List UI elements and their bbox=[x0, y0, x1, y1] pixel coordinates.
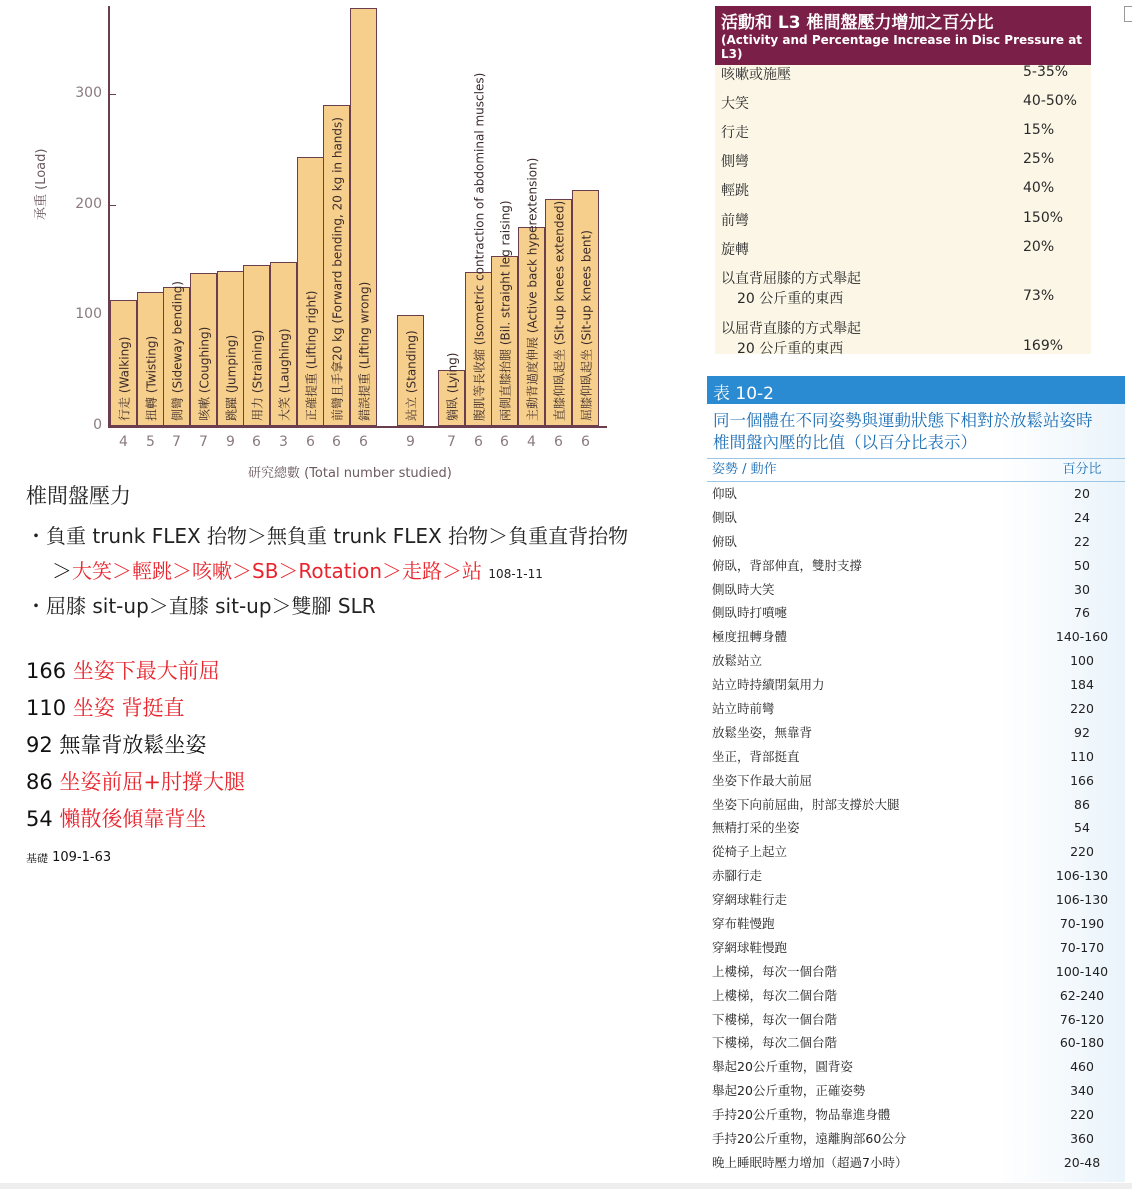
activity-name: 咳嗽或施壓 bbox=[721, 67, 791, 83]
chart-bar bbox=[163, 280, 190, 426]
note-bullet-1: ・負重 trunk FLEX 抬物＞無負重 trunk FLEX 抬物＞負重直背抬物 bbox=[26, 524, 629, 548]
table1-title-zh: 活動和 L3 椎間盤壓力增加之百分比 bbox=[721, 13, 994, 33]
table2-row bbox=[707, 1103, 1125, 1127]
posture-name: 從椅子上起立 bbox=[712, 844, 788, 860]
bar-label: 腹肌等長收縮 (Isometric contraction of abdominal muscles) bbox=[472, 72, 486, 421]
chart-bar bbox=[545, 199, 572, 426]
table2-row bbox=[707, 816, 1125, 840]
posture-text: 坐姿前屈+肘撐大腿 bbox=[59, 770, 246, 794]
percent-value: 92 bbox=[1074, 724, 1090, 740]
bar-label: 主動背過度伸展 (Active back hyperextension) bbox=[525, 157, 539, 421]
posture-name: 手持20公斤重物，遠離胸部60公分 bbox=[712, 1131, 907, 1147]
pressure-value: 92 bbox=[26, 733, 53, 757]
posture-name: 放鬆站立 bbox=[712, 653, 763, 669]
chart-bar bbox=[297, 157, 324, 426]
chart-bar bbox=[397, 315, 424, 426]
table2-row bbox=[707, 601, 1125, 625]
activity-name: 以屈背直膝的方式舉起 bbox=[721, 321, 861, 337]
table2-row bbox=[707, 578, 1125, 602]
footer-label: 基礎 bbox=[26, 852, 48, 865]
bottom-strip bbox=[0, 1183, 1132, 1189]
pressure-value-list bbox=[26, 655, 716, 840]
percent-value: 24 bbox=[1074, 509, 1090, 525]
posture-name: 晚上睡眠時壓力增加（超過7小時） bbox=[712, 1154, 908, 1170]
posture-text: 坐姿 背挺直 bbox=[72, 696, 185, 720]
table2-row bbox=[707, 936, 1125, 960]
col-percent: 百分比 bbox=[1062, 462, 1102, 477]
n-studied-label: 6 bbox=[332, 434, 341, 450]
bar-label: 用力 (Straining) bbox=[250, 329, 264, 421]
percent-value: 460 bbox=[1070, 1059, 1094, 1075]
posture-name: 站立時持續閉氣用力 bbox=[712, 677, 825, 693]
posture-name: 仰臥 bbox=[712, 486, 738, 501]
table1-row bbox=[721, 210, 1085, 230]
bar-label: 屈膝仰臥起坐 (Sit-up knees bent) bbox=[579, 230, 593, 421]
posture-name: 手持20公斤重物，物品靠進身體 bbox=[712, 1107, 891, 1123]
posture-text: 坐姿下最大前屈 bbox=[72, 659, 220, 683]
posture-name: 上樓梯，每次一個台階 bbox=[712, 963, 838, 979]
table2-row bbox=[707, 840, 1125, 864]
chart-bar bbox=[190, 273, 217, 426]
percent-value: 86 bbox=[1074, 796, 1090, 812]
percent-value: 76 bbox=[1074, 605, 1090, 621]
n-studied-label: 4 bbox=[527, 434, 536, 450]
n-studied-label: 9 bbox=[226, 434, 235, 450]
y-tick-label: 300 bbox=[75, 84, 102, 101]
chart-bar bbox=[350, 8, 377, 426]
table1-row bbox=[721, 239, 1085, 259]
posture-name: 俯臥 bbox=[712, 533, 738, 549]
percent-value: 50 bbox=[1074, 557, 1090, 573]
activity-name: 行走 bbox=[721, 125, 749, 141]
note-ref: 108-1-11 bbox=[488, 567, 543, 581]
pressure-increase-value: 169% bbox=[1023, 338, 1064, 354]
pressure-value: 54 bbox=[26, 807, 53, 831]
table2-row bbox=[707, 984, 1125, 1008]
table2-row bbox=[707, 1151, 1125, 1175]
table1-row bbox=[721, 122, 1085, 142]
table2-label: 表 10-2 bbox=[707, 376, 1125, 404]
table1-row bbox=[721, 318, 1085, 358]
y-tick-label: 200 bbox=[75, 195, 102, 212]
posture-name: 上樓梯，每次二個台階 bbox=[712, 987, 838, 1003]
pressure-increase-value: 20% bbox=[1023, 239, 1055, 255]
activity-name: 前彎 bbox=[721, 213, 749, 229]
activity-name-line2: 20 公斤重的東西 bbox=[737, 341, 844, 357]
pressure-list-item bbox=[26, 803, 716, 840]
percent-value: 54 bbox=[1074, 820, 1090, 836]
table1-header bbox=[715, 6, 1091, 65]
table1-row bbox=[721, 64, 1085, 84]
table2-row bbox=[707, 864, 1125, 888]
percent-value: 100-140 bbox=[1055, 963, 1109, 979]
posture-name: 穿布鞋慢跑 bbox=[712, 916, 775, 932]
y-axis-label: 承重 (Load) bbox=[34, 148, 49, 220]
n-studied-label: 6 bbox=[359, 434, 368, 450]
chart-bar bbox=[217, 271, 244, 426]
pressure-increase-value: 73% bbox=[1023, 288, 1055, 304]
posture-name: 側臥 bbox=[712, 509, 738, 525]
bar-label: 側彎 (Sideway bending) bbox=[170, 280, 184, 421]
bar-label: 咳嗽 (Coughing) bbox=[197, 326, 211, 421]
bar-label: 前彎且手拿20 kg (Forward bending, 20 kg in hands) bbox=[330, 117, 344, 421]
percent-value: 62-240 bbox=[1059, 987, 1105, 1003]
table1-title-en: (Activity and Percentage Increase in Disc Pressure at L3) bbox=[721, 33, 1083, 61]
y-tick-label: 100 bbox=[75, 306, 102, 323]
table2-subtitle-line1: 同一個體在不同姿勢與運動狀態下相對於放鬆站姿時 bbox=[713, 411, 1093, 430]
table2-row bbox=[707, 649, 1125, 673]
percent-value: 76-120 bbox=[1059, 1011, 1105, 1027]
table2-row bbox=[707, 769, 1125, 793]
bar-label: 正確提重 (Lifting right) bbox=[304, 290, 318, 421]
n-studied-label: 3 bbox=[279, 434, 288, 450]
notes-heading: 椎間盤壓力 bbox=[26, 484, 131, 508]
percent-value: 166 bbox=[1070, 772, 1094, 788]
pressure-list-item bbox=[26, 729, 716, 766]
posture-name: 赤腳行走 bbox=[712, 868, 763, 884]
percent-value: 70-190 bbox=[1059, 916, 1105, 932]
disc-pressure-ratio-table bbox=[707, 376, 1125, 1182]
chart-bar bbox=[243, 265, 270, 426]
percent-value: 184 bbox=[1070, 677, 1094, 693]
table2-row bbox=[707, 888, 1125, 912]
bar-label: 行走 (Walking) bbox=[117, 336, 131, 421]
table2-row bbox=[707, 554, 1125, 578]
n-studied-label: 7 bbox=[447, 434, 456, 450]
pressure-increase-value: 150% bbox=[1023, 210, 1064, 226]
n-studied-label: 5 bbox=[146, 434, 155, 450]
posture-name: 下樓梯，每次一個台階 bbox=[712, 1011, 838, 1027]
y-tick-mark bbox=[108, 205, 116, 207]
activity-name-line2: 20 公斤重的東西 bbox=[737, 291, 844, 307]
posture-name: 站立時前彎 bbox=[712, 701, 775, 717]
table2-subtitle-line2: 椎間盤內壓的比值（以百分比表示） bbox=[713, 433, 977, 452]
table1-row bbox=[721, 93, 1085, 113]
percent-value: 106-130 bbox=[1055, 868, 1109, 884]
pressure-value: 110 bbox=[26, 696, 67, 720]
n-studied-label: 9 bbox=[406, 434, 415, 450]
pressure-list-item bbox=[26, 766, 716, 803]
posture-text: 懶散後傾靠背坐 bbox=[59, 807, 207, 831]
pressure-increase-value: 5-35% bbox=[1023, 64, 1069, 80]
activity-name: 輕跳 bbox=[721, 183, 749, 199]
n-studied-label: 6 bbox=[474, 434, 483, 450]
percent-value: 220 bbox=[1070, 701, 1094, 717]
percent-value: 106-130 bbox=[1055, 892, 1109, 908]
x-axis-label: 研究總數 (Total number studied) bbox=[248, 466, 452, 481]
chart-bar bbox=[518, 157, 545, 426]
chart-bar bbox=[465, 72, 492, 426]
table2-row bbox=[707, 530, 1125, 554]
posture-name: 放鬆坐姿，無靠背 bbox=[712, 724, 813, 740]
pressure-increase-value: 15% bbox=[1023, 122, 1055, 138]
gt-symbol: ＞ bbox=[52, 559, 72, 583]
chart-bar bbox=[110, 300, 137, 426]
n-studied-label: 6 bbox=[554, 434, 563, 450]
n-studied-label: 4 bbox=[119, 434, 128, 450]
table2-row bbox=[707, 1031, 1125, 1055]
bar-label: 扭轉 (Twisting) bbox=[144, 335, 158, 421]
y-tick-mark bbox=[108, 94, 116, 96]
notes-section bbox=[26, 480, 716, 866]
pressure-increase-value: 25% bbox=[1023, 151, 1055, 167]
percent-value: 100 bbox=[1070, 653, 1094, 669]
pressure-list-item bbox=[26, 655, 716, 692]
table2-column-header bbox=[707, 458, 1125, 482]
posture-name: 無精打采的坐姿 bbox=[712, 820, 800, 836]
table2-row bbox=[707, 1079, 1125, 1103]
pressure-list-item bbox=[26, 692, 716, 729]
table2-row bbox=[707, 673, 1125, 697]
percent-value: 220 bbox=[1070, 1107, 1094, 1123]
note-bullet-1-continued bbox=[26, 555, 716, 584]
footer-ref: 109-1-63 bbox=[52, 850, 112, 865]
percent-value: 220 bbox=[1070, 844, 1094, 860]
table1-row bbox=[721, 151, 1085, 171]
posture-name: 舉起20公斤重物，圓背姿 bbox=[712, 1059, 853, 1075]
posture-name: 穿網球鞋行走 bbox=[712, 892, 788, 908]
notes-footer bbox=[26, 850, 716, 866]
posture-name: 坐姿下作最大前屈 bbox=[712, 772, 813, 788]
activity-name: 側彎 bbox=[721, 154, 749, 170]
table2-row bbox=[707, 625, 1125, 649]
chart-bar bbox=[491, 200, 518, 426]
posture-name: 坐姿下向前屈曲，肘部支撐於大腿 bbox=[712, 796, 900, 812]
bar-label: 錯誤提重 (Lifting wrong) bbox=[357, 281, 371, 421]
note-ranking-red: 大笑＞輕跳＞咳嗽＞SB＞Rotation＞走路＞站 bbox=[72, 559, 483, 583]
percent-value: 20-48 bbox=[1063, 1154, 1101, 1170]
table2-row bbox=[707, 1127, 1125, 1151]
n-studied-label: 6 bbox=[306, 434, 315, 450]
bar-label: 躺臥 (Lying) bbox=[445, 352, 459, 421]
note-bullet-2: ・屈膝 sit-up＞直膝 sit-up＞雙腳 SLR bbox=[26, 594, 376, 618]
percent-value: 140-160 bbox=[1055, 629, 1109, 645]
posture-name: 穿網球鞋慢跑 bbox=[712, 939, 788, 955]
pressure-value: 166 bbox=[26, 659, 67, 683]
percent-value: 340 bbox=[1070, 1083, 1094, 1099]
table2-row bbox=[707, 745, 1125, 769]
checkbox-icon[interactable] bbox=[1124, 6, 1132, 22]
col-posture: 姿勢 / 動作 bbox=[712, 462, 777, 477]
table2-row bbox=[707, 482, 1125, 506]
activity-name: 旋轉 bbox=[721, 242, 749, 258]
n-studied-label: 7 bbox=[172, 434, 181, 450]
percent-value: 70-170 bbox=[1059, 939, 1105, 955]
percent-value: 20 bbox=[1074, 486, 1090, 501]
percent-value: 22 bbox=[1074, 533, 1090, 549]
chart-bar bbox=[270, 262, 297, 426]
chart-bar bbox=[438, 352, 465, 426]
percent-value: 360 bbox=[1070, 1131, 1094, 1147]
table1-row bbox=[721, 180, 1085, 200]
posture-name: 極度扭轉身體 bbox=[712, 629, 788, 645]
percent-value: 60-180 bbox=[1059, 1035, 1105, 1051]
disc-load-bar-chart bbox=[0, 0, 620, 485]
table2-row bbox=[707, 960, 1125, 984]
table2-subtitle bbox=[707, 404, 1125, 458]
activity-name: 大笑 bbox=[721, 96, 749, 112]
chart-bar bbox=[323, 105, 350, 426]
pressure-increase-value: 40-50% bbox=[1023, 93, 1077, 109]
percent-value: 110 bbox=[1070, 748, 1094, 764]
chart-bar bbox=[137, 292, 164, 426]
posture-text: 無靠背放鬆坐姿 bbox=[59, 733, 207, 757]
table2-row bbox=[707, 506, 1125, 530]
table2-row bbox=[707, 721, 1125, 745]
table2-row bbox=[707, 1055, 1125, 1079]
posture-name: 舉起20公斤重物，正確姿勢 bbox=[712, 1083, 866, 1099]
percent-value: 30 bbox=[1074, 581, 1090, 597]
n-studied-label: 6 bbox=[500, 434, 509, 450]
posture-name: 坐正，背部挺直 bbox=[712, 748, 800, 764]
n-studied-label: 6 bbox=[581, 434, 590, 450]
n-studied-label: 6 bbox=[252, 434, 261, 450]
x-axis-line-right bbox=[377, 426, 607, 428]
table2-row bbox=[707, 1008, 1125, 1032]
activity-name: 以直背屈膝的方式舉起 bbox=[721, 271, 861, 287]
posture-name: 下樓梯，每次二個台階 bbox=[712, 1035, 838, 1051]
posture-name: 俯臥，背部伸直，雙肘支撐 bbox=[712, 557, 863, 573]
pressure-value: 86 bbox=[26, 770, 53, 794]
y-tick-label: 0 bbox=[93, 417, 102, 433]
bar-label: 站立 (Standing) bbox=[404, 330, 418, 421]
pressure-increase-value: 40% bbox=[1023, 180, 1055, 196]
bar-label: 跳躍 (Jumping) bbox=[224, 334, 238, 421]
activity-pressure-table bbox=[715, 6, 1091, 357]
chart-bar bbox=[572, 190, 599, 426]
table2-row bbox=[707, 697, 1125, 721]
posture-name: 側臥時大笑 bbox=[712, 581, 775, 597]
x-axis-line bbox=[108, 426, 378, 428]
n-studied-label: 7 bbox=[199, 434, 208, 450]
table2-row bbox=[707, 912, 1125, 936]
bar-label: 大笑 (Laughing) bbox=[277, 328, 291, 421]
table2-row bbox=[707, 793, 1125, 817]
posture-name: 側臥時打噴嚏 bbox=[712, 605, 788, 621]
table1-row bbox=[721, 268, 1085, 308]
bar-label: 直膝仰臥起坐 (Sit-up knees extended) bbox=[552, 200, 566, 421]
bar-label: 兩側直膝抬腿 (Bil. straight leg raising) bbox=[498, 200, 512, 421]
